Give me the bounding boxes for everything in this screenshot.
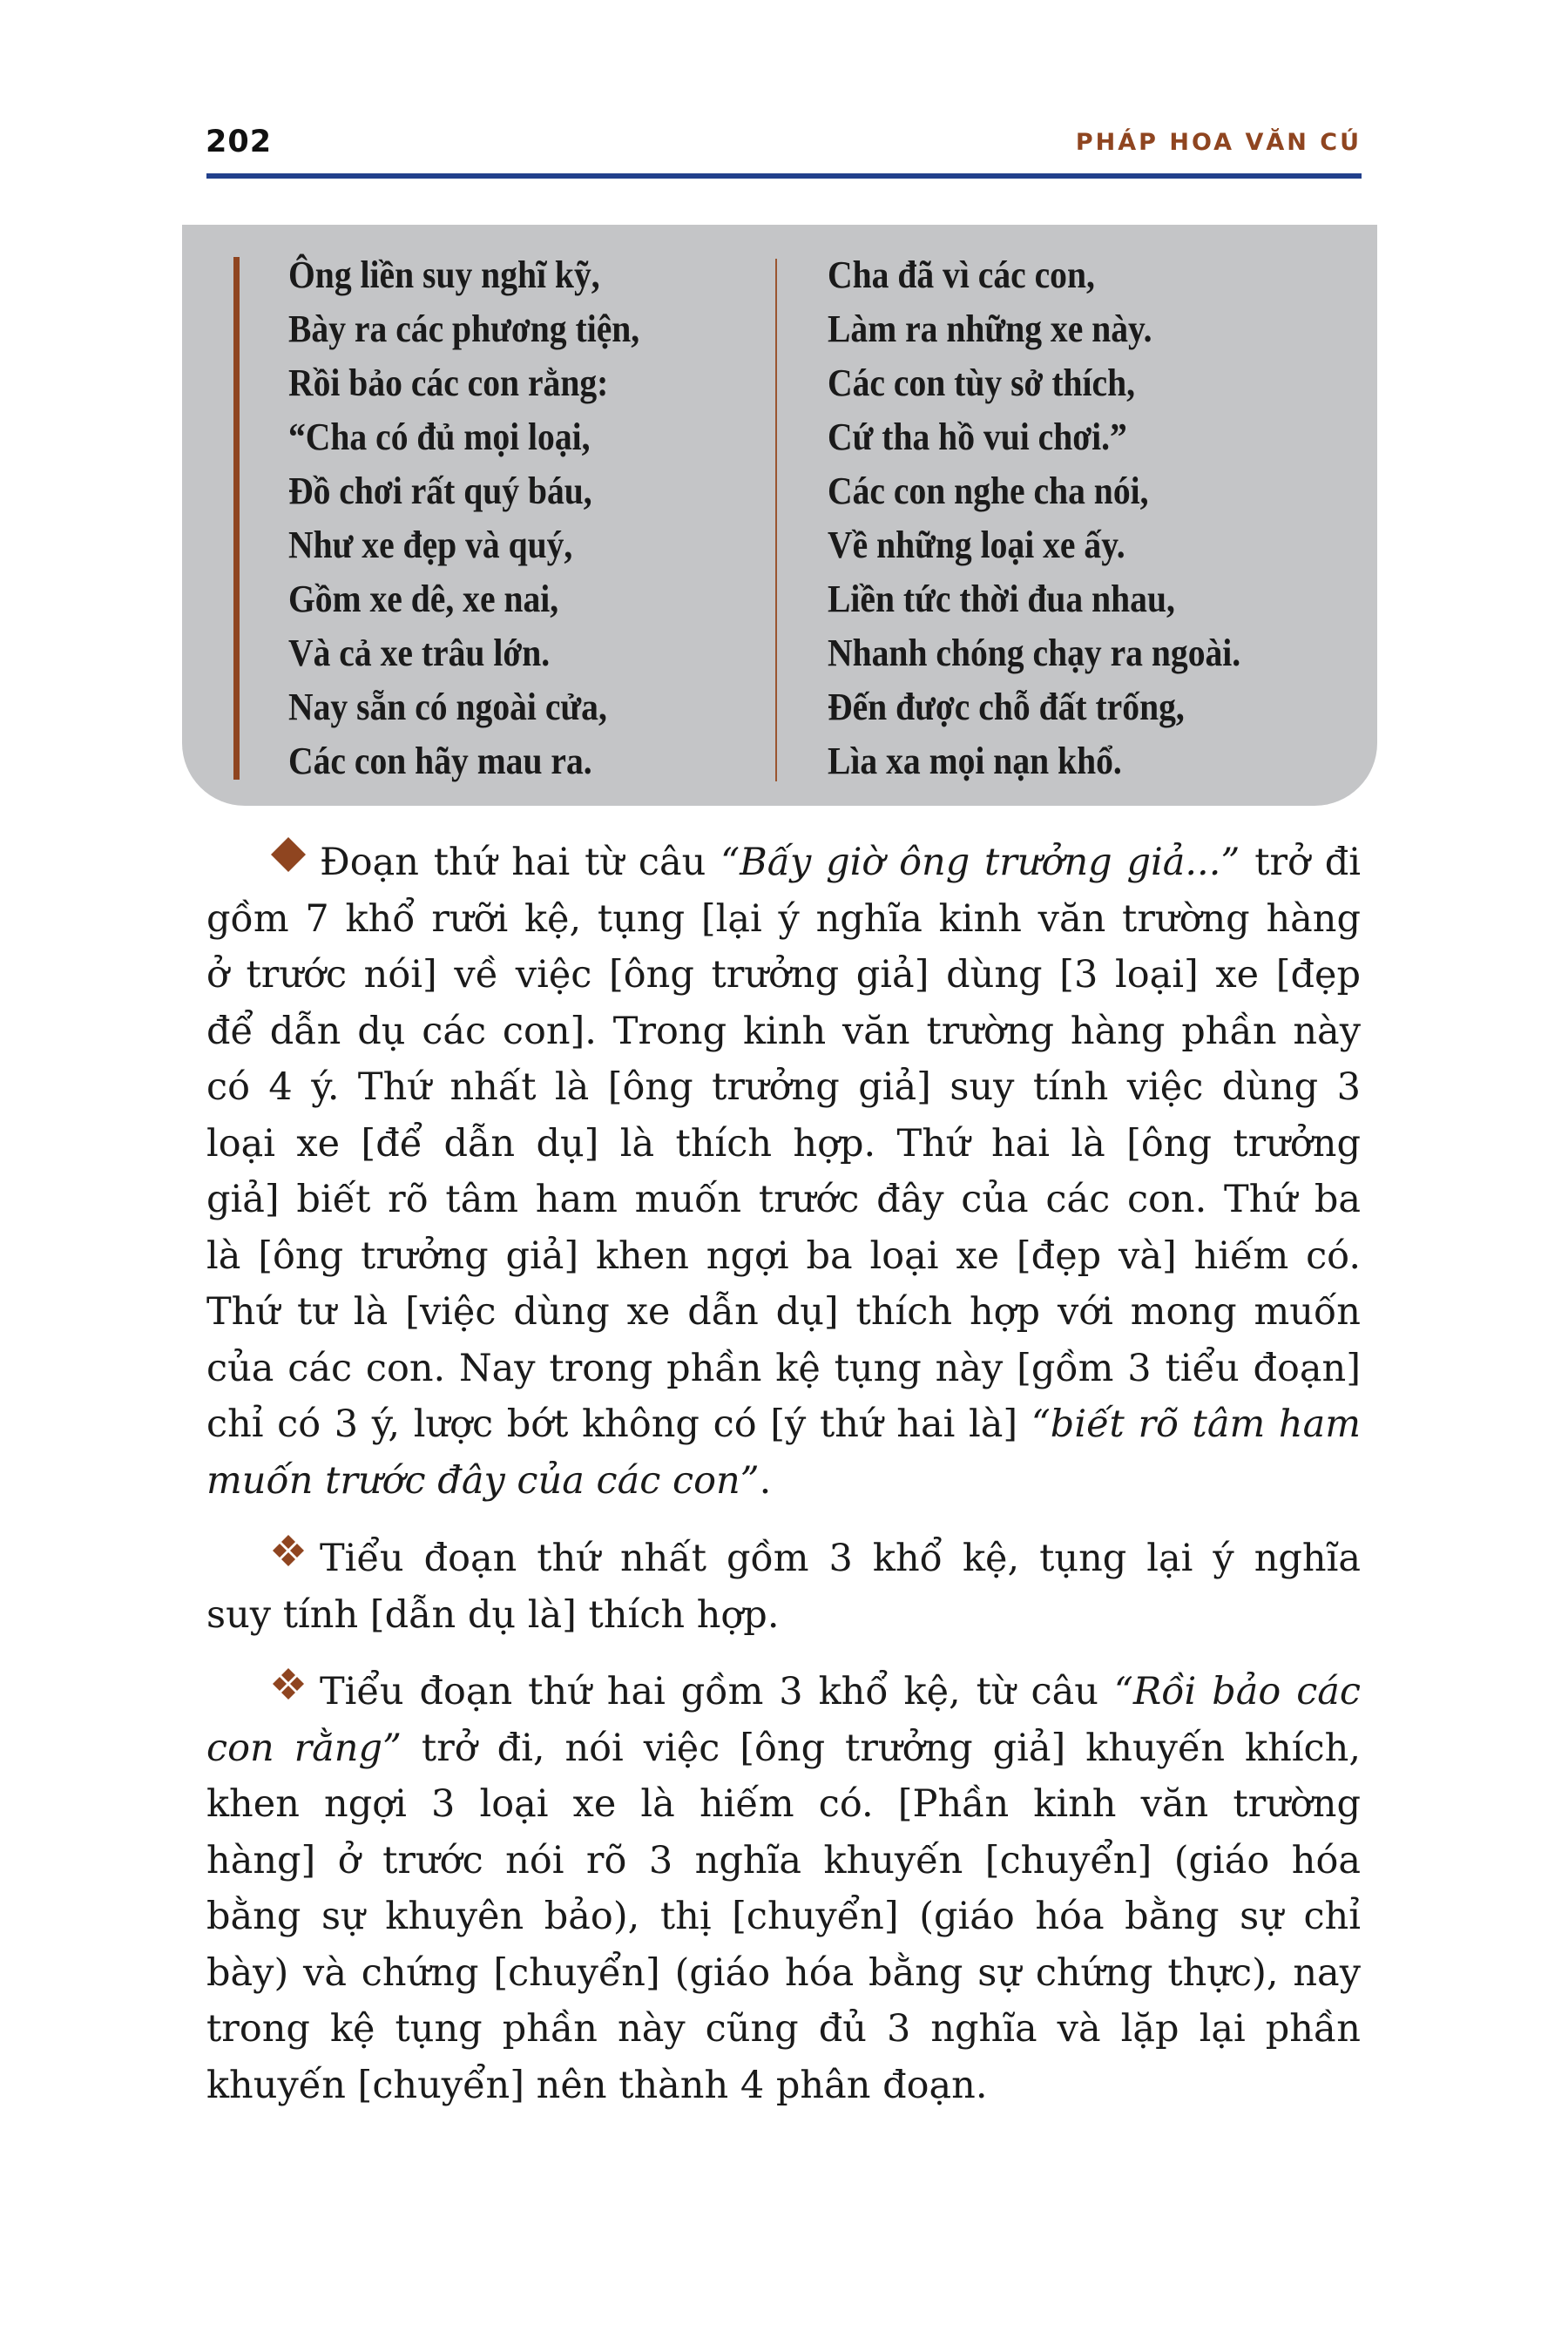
text-run: chỉ có 3 ý, lược bớt không có [ý thứ hai là]	[206, 1402, 1031, 1446]
verse-accent-bar	[233, 257, 240, 780]
text-run: để dẫn dụ các con]. Trong kinh văn trường hàng phần này	[206, 1009, 1361, 1053]
paragraph-line-text	[206, 1945, 1361, 2002]
paragraph-line	[206, 1172, 1361, 1228]
paragraph-line	[206, 1889, 1361, 1945]
text-run: Tiểu đoạn thứ nhất gồm 3 khổ kệ, tụng lại ý nghĩa	[320, 1537, 1361, 1580]
paragraph-line	[206, 1116, 1361, 1173]
text-run: suy tính [dẫn dụ là] thích hợp.	[206, 1592, 780, 1637]
paragraph-line	[206, 2058, 1361, 2114]
paragraph-line	[206, 1531, 1361, 1587]
paragraph-line-text	[206, 1228, 1361, 1285]
paragraph-line-text	[206, 835, 1361, 893]
verse-line: Đến được chỗ đất trống,	[828, 686, 1185, 728]
paragraph-line	[206, 1059, 1361, 1116]
text-run: giả] biết rõ tâm ham muốn trước đây của các con. Thứ ba	[206, 1178, 1361, 1221]
paragraph-line	[206, 1664, 1361, 1720]
paragraph-line-text	[206, 1172, 1361, 1228]
diamond-icon	[271, 832, 306, 889]
text-run: gồm 7 khổ rưỡi kệ, tụng [lại ý nghĩa kinh văn trường hàng	[206, 896, 1361, 941]
text-run: trong kệ tụng phần này cũng đủ 3 nghĩa và lặp lại phần	[206, 2007, 1361, 2051]
verse-column-divider	[775, 259, 777, 781]
paragraph-line-text	[206, 1531, 1361, 1589]
text-run: ở trước nói] về việc [ông trưởng giả] dùng [3 loại] xe [đẹp	[206, 953, 1361, 997]
verse-line: Như xe đẹp và quý,	[288, 524, 573, 566]
verse-line: Làm ra những xe này.	[828, 308, 1152, 350]
verse-line: Bày ra các phương tiện,	[288, 308, 640, 350]
paragraph-line	[206, 947, 1361, 1004]
verse-line: Cứ tha hồ vui chơi.”	[828, 416, 1127, 458]
paragraph-2	[206, 1531, 1361, 1643]
italic-quote: “Bấy giờ ông trưởng giả...”	[720, 841, 1240, 884]
paragraph-line	[206, 1720, 1361, 1777]
paragraph-line-text	[206, 1059, 1361, 1116]
four-diamonds-icon	[271, 1661, 306, 1718]
italic-quote: con rằng”	[206, 1726, 402, 1770]
verse-line: Về những loại xe ấy.	[828, 524, 1125, 566]
paragraph-line-text	[206, 2058, 988, 2114]
verse-column-left	[288, 248, 679, 788]
paragraph-line	[206, 1945, 1361, 2002]
paragraph-line	[206, 1776, 1361, 1833]
verse-line: Đồ chơi rất quý báu,	[288, 470, 592, 512]
text-run: loại xe [để dẫn dụ] là thích hợp. Thứ hai là [ông trưởng	[206, 1121, 1361, 1166]
text-run: Đoạn thứ hai từ câu	[320, 841, 721, 884]
paragraph-line-text	[206, 1341, 1361, 1397]
verse-line: Liền tức thời đua nhau,	[828, 578, 1175, 620]
verse-line: Lìa xa mọi nạn khổ.	[828, 740, 1122, 782]
paragraph-line-text	[206, 1284, 1361, 1341]
page-number: 202	[206, 125, 273, 159]
paragraph-line	[206, 1284, 1361, 1341]
paragraph-line-text	[206, 1889, 1361, 1945]
paragraph-line-text	[206, 1720, 1361, 1777]
paragraph-line-text	[206, 1453, 771, 1510]
verse-line: Nay sẵn có ngoài cửa,	[288, 686, 607, 728]
text-run: bằng sự khuyên bảo), thị [chuyển] (giáo hóa bằng sự chỉ	[206, 1895, 1361, 1938]
text-run: là [ông trưởng giả] khen ngợi ba loại xe [đẹp và] hiếm có.	[206, 1233, 1361, 1278]
verse-line: Rồi bảo các con rằng:	[288, 362, 609, 404]
paragraph-line-text	[206, 947, 1361, 1004]
header-rule	[206, 173, 1362, 179]
text-run: khen ngợi 3 loại xe là hiếm có. [Phần kinh văn trường	[206, 1782, 1361, 1826]
italic-quote: “Rồi bảo các	[1113, 1670, 1362, 1713]
paragraph-line-text	[206, 1396, 1361, 1453]
paragraph-line-text	[206, 891, 1361, 948]
paragraph-line	[206, 1453, 1361, 1510]
text-run: Thứ tư là [việc dùng xe dẫn dụ] thích hợp với mong muốn	[206, 1290, 1361, 1334]
verse-line: Nhanh chóng chạy ra ngoài.	[828, 632, 1241, 674]
verse-line: Ông liền suy nghĩ kỹ,	[288, 253, 600, 296]
verse-line: Cha đã vì các con,	[828, 253, 1095, 296]
text-run: của các con. Nay trong phần kệ tụng này [gồm 3 tiểu đoạn]	[206, 1346, 1361, 1390]
verse-line: Và cả xe trâu lớn.	[288, 632, 551, 674]
paragraph-line	[206, 1228, 1361, 1285]
paragraph-line	[206, 1004, 1361, 1060]
verse-line: “Cha có đủ mọi loại,	[288, 416, 591, 458]
text-run: trở đi	[1240, 841, 1362, 884]
verse-line: Các con hãy mau ra.	[288, 740, 592, 782]
text-run: trở đi, nói việc [ông trưởng giả] khuyến khích,	[402, 1726, 1362, 1770]
paragraph-line-text	[206, 1664, 1361, 1722]
verse-line: Các con tùy sở thích,	[828, 362, 1136, 404]
paragraph-line	[206, 891, 1361, 948]
text-run: .	[759, 1458, 772, 1503]
four-diamonds-icon	[271, 1528, 306, 1585]
text-run: khuyến [chuyển] nên thành 4 phân đoạn.	[206, 2063, 988, 2107]
paragraph-line-text	[206, 1116, 1361, 1173]
running-title: PHÁP HOA VĂN CÚ	[1075, 129, 1362, 156]
paragraph-line	[206, 1587, 1361, 1644]
verse-line: Gồm xe dê, xe nai,	[288, 578, 559, 620]
text-run: hàng] ở trước nói rõ 3 nghĩa khuyến [chuyển] (giáo hóa	[206, 1838, 1361, 1882]
paragraph-line	[206, 1833, 1361, 1889]
paragraph-line-text	[206, 2001, 1361, 2058]
paragraph-1	[206, 835, 1361, 1509]
paragraph-line-text	[206, 1833, 1361, 1889]
verse-column-right	[828, 248, 1287, 788]
paragraph-3	[206, 1664, 1361, 2113]
paragraph-line	[206, 2001, 1361, 2058]
text-run: bày) và chứng [chuyển] (giáo hóa bằng sự chứng thực), nay	[206, 1950, 1361, 1995]
verse-line: Các con nghe cha nói,	[828, 470, 1149, 512]
paragraph-line-text	[206, 1004, 1361, 1060]
text-run: có 4 ý. Thứ nhất là [ông trưởng giả] suy tính việc dùng 3	[206, 1065, 1361, 1109]
italic-quote: “biết rõ tâm ham	[1031, 1402, 1361, 1446]
paragraph-line	[206, 835, 1361, 891]
text-run: Tiểu đoạn thứ hai gồm 3 khổ kệ, từ câu	[320, 1670, 1114, 1713]
italic-quote: muốn trước đây của các con”	[206, 1458, 760, 1503]
paragraph-line-text	[206, 1776, 1361, 1833]
paragraph-line	[206, 1341, 1361, 1397]
paragraph-line	[206, 1396, 1361, 1453]
paragraph-line-text	[206, 1587, 780, 1644]
